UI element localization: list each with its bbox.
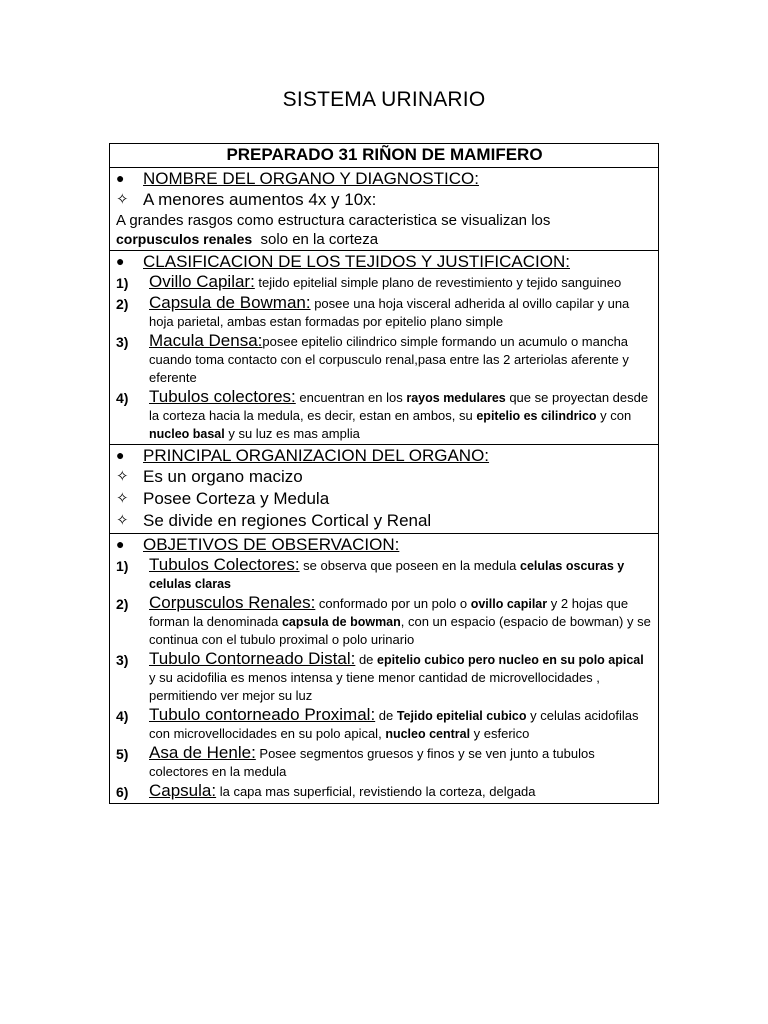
list-item (116, 556, 653, 593)
bullet-icon: ● (116, 170, 125, 186)
item-text: tejido epitelial simple plano de revestimiento y tejido sanguineo (254, 275, 622, 290)
star-item-text: A menores aumentos 4x y 10x: (143, 190, 377, 209)
item-bold: epitelio es cilindrico (476, 409, 597, 423)
item-text: de (355, 652, 378, 667)
item-text: encuentran en los (295, 390, 407, 405)
item-text: conformado por un polo o (315, 596, 471, 611)
section-heading-row (116, 534, 653, 555)
paragraph-text: A grandes rasgos como estructura caracteristica se visualizan los (116, 212, 551, 229)
star-icon: ✧ (116, 512, 129, 529)
section-heading: NOMBRE DEL ORGANO Y DIAGNOSTICO: (143, 169, 479, 188)
item-text: y con (596, 408, 632, 423)
table-header-row (110, 144, 658, 168)
list-item (116, 782, 653, 802)
item-number: 4) (116, 390, 129, 406)
item-number: 2) (116, 296, 129, 312)
item-text: , con un espacio (espacio de bowman) y se continua con el tubulo proximal o polo urinario (149, 614, 651, 647)
diagnostic-paragraph (116, 211, 653, 249)
star-icon: ✧ (116, 191, 129, 208)
document-title: SISTEMA URINARIO (282, 88, 486, 111)
list-item (116, 332, 653, 387)
star-item (116, 466, 653, 488)
item-term: Asa de Henle: (149, 743, 256, 762)
item-number: 4) (116, 708, 129, 724)
list-item (116, 294, 653, 331)
section-heading-row (116, 168, 653, 189)
table-header: PREPARADO 31 RIÑON DE MAMIFERO (226, 145, 543, 164)
item-text: se observa que poseen en la medula (299, 558, 520, 573)
item-bold: nucleo central (385, 727, 471, 741)
star-icon: ✧ (116, 468, 129, 485)
item-term: Capsula: (149, 781, 217, 800)
item-bold: rayos medulares (406, 391, 506, 405)
paragraph-bold: corpusculos renales (116, 231, 253, 247)
item-bold: celulas oscuras y celulas claras (149, 559, 625, 591)
item-number: 1) (116, 558, 129, 574)
item-term: Ovillo Capilar: (149, 272, 255, 291)
list-item (116, 706, 653, 743)
star-icon: ✧ (116, 490, 129, 507)
item-term: Tubulo Contorneado Distal: (149, 649, 356, 668)
item-term: Corpusculos Renales: (149, 593, 316, 612)
star-item-text: Posee Corteza y Medula (143, 489, 330, 508)
list-item (116, 744, 653, 781)
section-heading: OBJETIVOS DE OBSERVACION: (143, 535, 400, 554)
star-item-text: Es un organo macizo (143, 467, 303, 486)
list-item (116, 273, 653, 293)
section-organizacion (110, 445, 658, 534)
item-term: Macula Densa: (149, 331, 263, 350)
item-text: y su luz es mas amplia (224, 426, 360, 441)
item-number: 3) (116, 652, 129, 668)
item-text: posee epitelio cilindrico simple formando un acumulo o mancha cuando toma contacto con el corpusculo renal,pasa entre las 2 arteriolas aferente y eferente (149, 334, 629, 385)
item-text: y su acidofilia es menos intensa y tiene menor cantidad de microvellocidades , permitiendo ver mejor su luz (149, 670, 600, 703)
section-objetivos (110, 534, 658, 804)
item-number: 3) (116, 334, 129, 350)
item-number: 5) (116, 746, 129, 762)
star-item (116, 510, 653, 532)
star-item (116, 189, 653, 211)
bullet-icon: ● (116, 536, 125, 552)
item-term: Capsula de Bowman: (149, 293, 311, 312)
section-heading-row (116, 251, 653, 272)
item-text: Posee segmentos gruesos y finos y se ven junto a tubulos colectores en la medula (149, 746, 595, 779)
list-item (116, 594, 653, 649)
section-heading: PRINCIPAL ORGANIZACION DEL ORGANO: (143, 446, 490, 465)
item-bold: epitelio cubico pero nucleo en su polo apical (377, 653, 644, 667)
item-bold: Tejido epitelial cubico (396, 709, 527, 723)
bullet-icon: ● (116, 253, 125, 269)
item-number: 2) (116, 596, 129, 612)
item-text: la capa mas superficial, revistiendo la corteza, delgada (216, 784, 536, 799)
item-term: Tubulos Colectores: (149, 555, 300, 574)
item-number: 6) (116, 784, 129, 800)
item-text: y esferico (470, 726, 530, 741)
item-number: 1) (116, 275, 129, 291)
item-bold: capsula de bowman (281, 615, 401, 629)
list-item (116, 650, 653, 705)
item-text: de (375, 708, 397, 723)
list-item (116, 388, 653, 443)
content-table (109, 143, 659, 804)
item-term: Tubulos colectores: (149, 387, 296, 406)
paragraph-text: solo en la corteza (260, 231, 379, 248)
section-diagnostico (110, 168, 658, 251)
item-text: que se proyectan desde la corteza hacia la medula, es decir, estan en ambos, su (149, 390, 649, 423)
item-term: Tubulo contorneado Proximal: (149, 705, 376, 724)
item-bold: nucleo basal (149, 427, 225, 441)
star-item (116, 488, 653, 510)
item-text: posee una hoja visceral adherida al ovillo capilar y una hoja parietal, ambas estan formadas por epitelio plano simple (149, 296, 630, 329)
section-clasificacion (110, 251, 658, 445)
item-text: y 2 hojas que forman la denominada (149, 596, 629, 629)
star-item-text: Se divide en regiones Cortical y Renal (143, 511, 432, 530)
bullet-icon: ● (116, 447, 125, 463)
section-heading: CLASIFICACION DE LOS TEJIDOS Y JUSTIFICACION: (143, 252, 570, 271)
item-text: y celulas acidofilas con microvellocidades en su polo apical, (149, 708, 639, 741)
item-bold: ovillo capilar (470, 597, 548, 611)
section-heading-row (116, 445, 653, 466)
